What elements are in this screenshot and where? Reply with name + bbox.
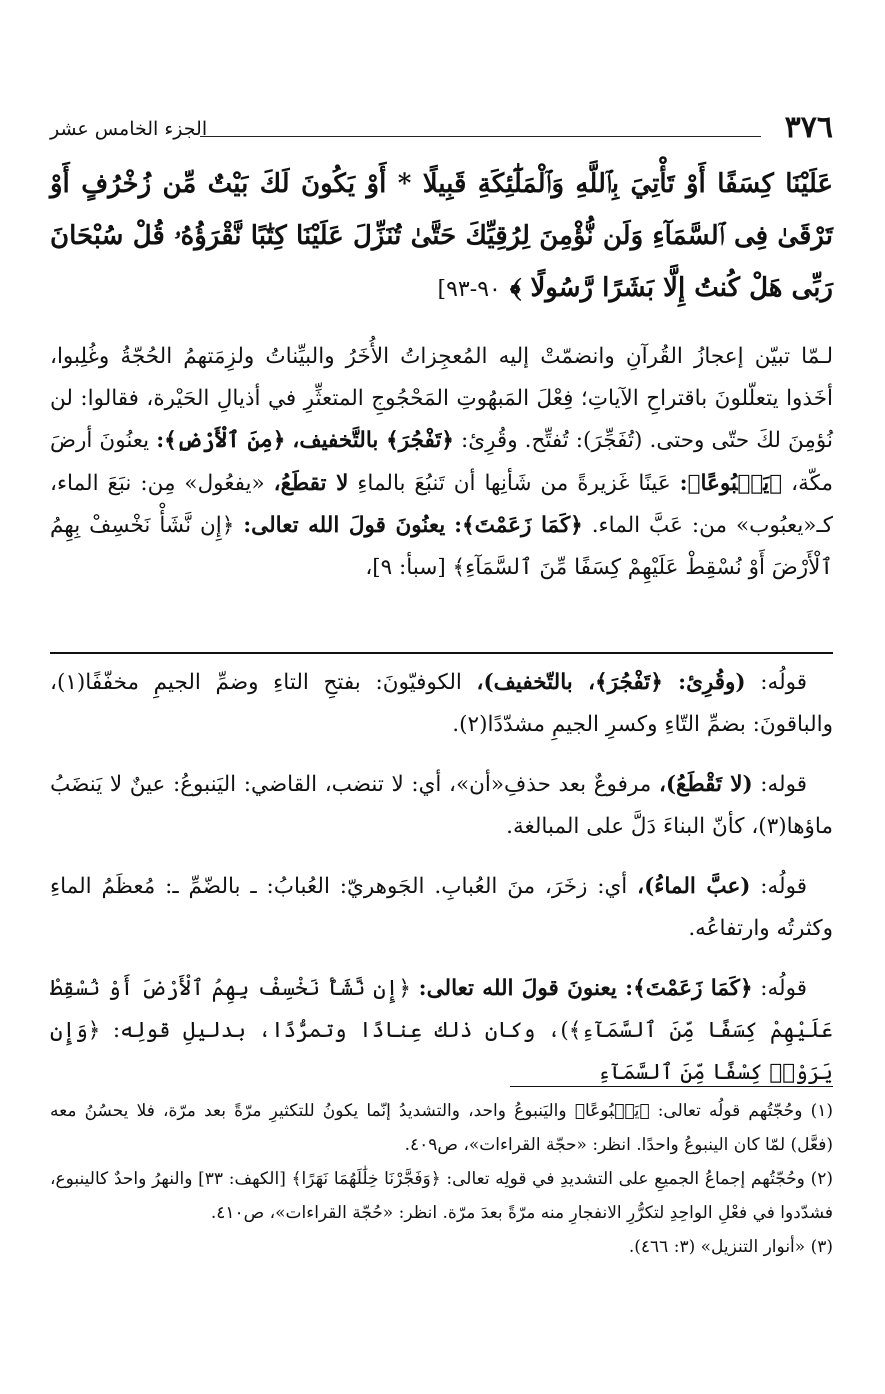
gloss-note	[50, 968, 833, 1094]
footnotes	[50, 1094, 833, 1264]
header-title: الجزء الخامس عشر	[50, 118, 208, 140]
verse-text: عَلَيْنَا كِسَفًا أَوْ تَأْتِيَ بِٱللَّهِ وَٱلْمَلَٰٓئِكَةِ قَبِيلًا * أَوْ يَكُونَ لَكَ بَيْتٌ مِّن زُخْرُفٍ أَوْ تَرْقَىٰ فِى ٱلسَّمَآءِ وَلَن نُّؤْمِنَ لِرُقِيِّكَ حَتَّىٰ تُنَزِّلَ عَلَيْنَا كِتَٰبًا نَّقْرَؤُهُۥ قُلْ سُبْحَانَ رَبِّى هَلْ كُنتُ إِلَّا بَشَرًا رَّسُولًا ﴾	[50, 169, 833, 303]
note-lead: قولُه:	[750, 874, 807, 899]
note-body: ﴿إِن نَّشَأْ نَخْسِفْ بِهِمُ ٱلْأَرْضَ أَوْ نُسْقِطْ عَلَيْهِمْ كِسَفًا مِّنَ ٱلسَّمَآءِ﴾)، وكان ذلك عِنادًا وتمرُّدًا، بدليلِ قولِه: ﴿وَإِن يَرَوْا۟ كِسْفًا مِّنَ ٱلسَّمَآءِ	[50, 976, 833, 1085]
gloss-notes	[50, 662, 833, 1112]
gloss-note	[50, 662, 833, 746]
note-body: مرفوعٌ بعد حذفِ«أن»، أي: لا تنضب، القاضي: اليَنبوعُ: عينٌ لا يَنضَبُ ماؤها(٣)، كأنّ البناءَ دَلَّ على المبالغة.	[50, 772, 833, 839]
commentary-text	[50, 336, 833, 589]
commentary-quote: يعنُونَ قولَ الله تعالى:	[243, 512, 446, 538]
commentary-part: لـمّا تبيّن إعجازُ القُرآنِ وانضمّتْ إليه المُعجِزاتُ الأُخَرُ والبيِّناتُ ولزِمَتهمُ الحُجّةُ وغُلِبوا، أخَذوا يتعلّلونَ باقتراحِ الآياتِ؛ فِعْلَ المَبهُوتِ المَحْجُوجِ المتعثِّرِ في أذيالِ الحَيْرة، فقالوا: لن نُؤمِنَ لكَ حتّى وحتى. (تُفَجِّرَ): تُفتِّح. وقُرِئ:	[50, 344, 833, 454]
note-keyword: (وقُرِئ: ﴿تَفْجُرَ﴾، بالتّخفيف)،	[476, 670, 746, 695]
note-lead: قولُه:	[752, 976, 807, 1001]
commentary-quote: ﴿مِنَ ٱلْأَرْضِ﴾:	[156, 428, 286, 454]
note-keyword: (عبَّ الماءُ)،	[637, 874, 751, 899]
header-rule	[200, 136, 761, 137]
footnote: (١) وحُجّتُهم قولُه تعالى: ﴿يَنۢبُوعًا﴾ واليَنبوعُ واحد، والتشديدُ إنّما يكونُ للتكثيرِ مرّةً بعد مرّة، فلا يحسُنُ معه (فعَّل) لمّا كان الينبوعُ واحدًا. انظر: «حجّة القراءات»، ص٤٠٩.	[50, 1101, 833, 1155]
commentary-quote: ﴿كَمَا زَعَمْتَ﴾:	[454, 512, 583, 538]
footnote-divider	[510, 1086, 833, 1087]
verse-reference: ٩٠-٩٣]	[437, 277, 501, 302]
commentary-part: ﴿إِن نَّشَأْ نَخْسِفْ بِهِمُ ٱلْأَرْضَ أَوْ نُسْقِطْ عَلَيْهِمْ كِسَفًا مِّنَ ٱلسَّمَآءِ﴾ [سبأ: ٩]،	[50, 512, 833, 581]
commentary-part: عَينًا غَزيرةً من شَأنِها أن تَنبُعَ بالماءِ	[348, 470, 680, 496]
note-body: أي: زخَرَ، منَ العُبابِ. الجَوهريّ: العُبابُ: ـ بالضّمِّ ـ: مُعظَمُ الماءِ وكثرتُه وارتفاعُه.	[50, 874, 833, 941]
commentary-quote: لا تقطَعُ،	[273, 470, 349, 496]
note-lead: قوله:	[752, 772, 807, 797]
commentary-part	[445, 513, 454, 538]
note-body: الكوفيّونَ: بفتحِ التاءِ وضمِّ الجيمِ مخفّفًا(١)، والباقونَ: بضمِّ التّاءِ وكسرِ الجيمِ مشدّدًا(٢).	[50, 670, 833, 737]
commentary-quote: ﴿تَفْجُرَ﴾ بالتَّخفيف،	[292, 428, 454, 454]
running-header	[50, 108, 833, 148]
footnote: (٢) وحُجّتُهم إجماعُ الجميعِ على التشديدِ في قولِه تعالى: ﴿وَفَجَّرْنَا خِلَٰلَهُمَا نَهَرًا﴾ [الكهف: ٣٣] والنهرُ واحدٌ كالينبوع، فشدّدوا في فعْلِ الواحِدِ لتكرُّرِ الانفجارِ منه مرّةً بعدَ مرّة. انظر: «حُجّة القراءات»، ص٤١٠.	[50, 1169, 833, 1223]
gloss-note	[50, 764, 833, 848]
commentary-part: «يفعُول» مِن: نبَعَ الماء، كـ«يعبُوب» من: عَبَّ الماء.	[50, 470, 833, 538]
footnote: (٣) «أنوار التنزيل» (٣: ٤٦٦).	[628, 1237, 833, 1257]
note-keyword: ﴿كَمَا زَعَمْتَ﴾: يعنونَ قولَ الله تعالى:	[418, 976, 753, 1001]
note-lead: قولُه:	[745, 670, 808, 695]
gloss-note	[50, 866, 833, 950]
commentary-part: يعنُونَ أرضَ مكّة،	[50, 428, 833, 496]
commentary-quote: ﴿يَنۢبُوعًا﴾:	[679, 470, 783, 496]
section-divider	[50, 652, 833, 654]
page-number: ٣٧٦	[784, 110, 833, 145]
note-keyword: (لا تَقْطَعُ)،	[658, 772, 753, 797]
quran-verse-block	[50, 158, 833, 316]
